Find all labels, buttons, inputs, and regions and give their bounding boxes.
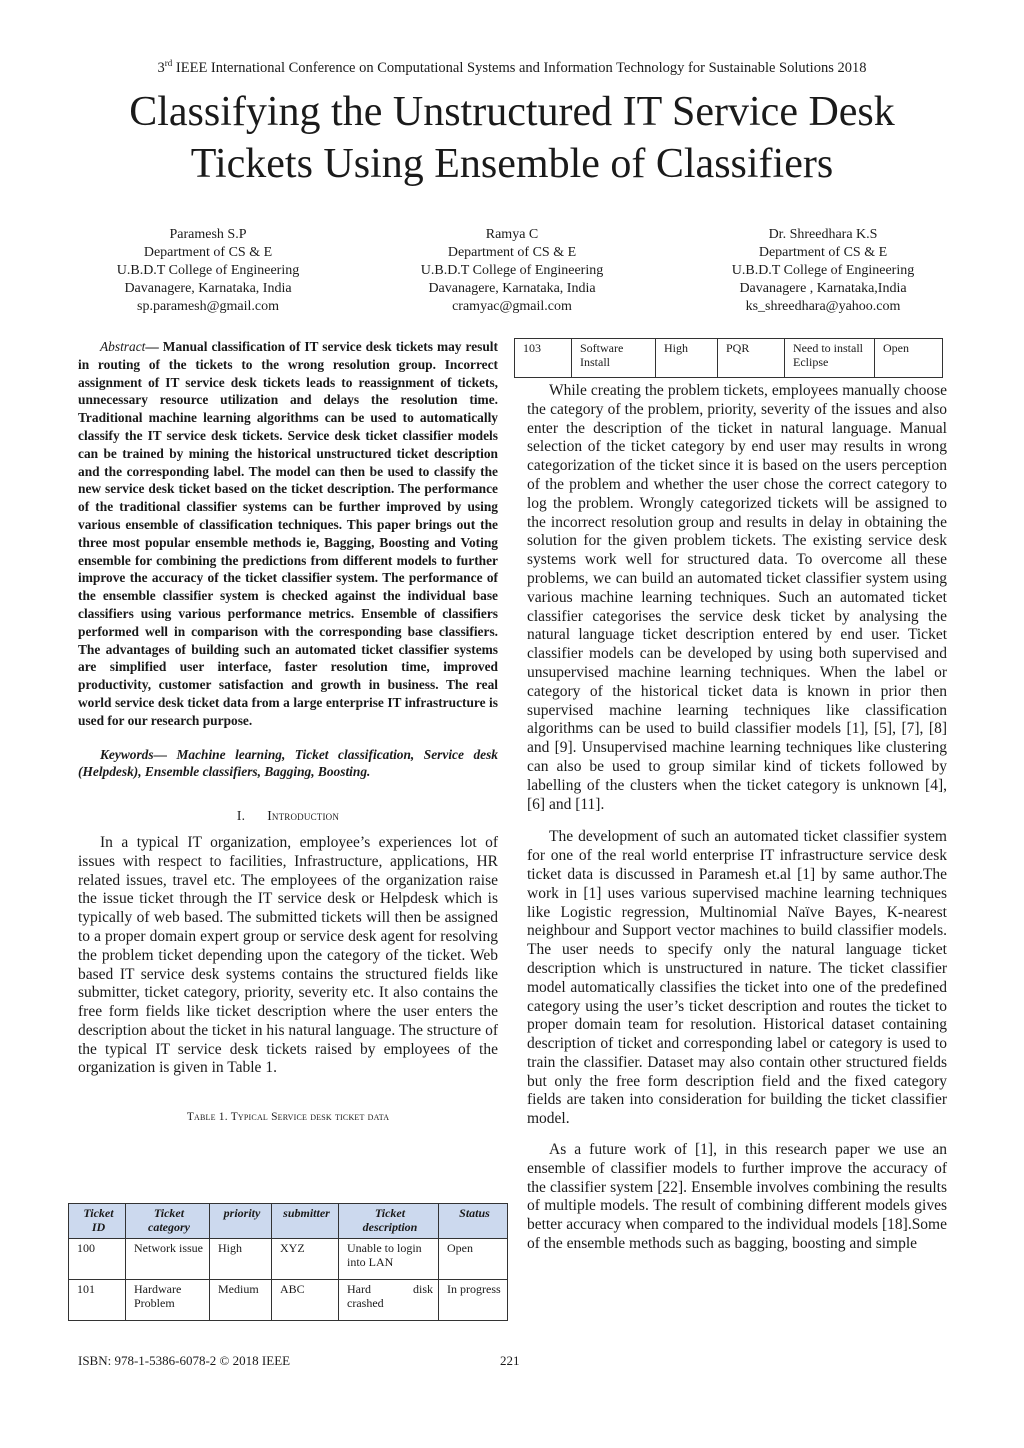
author-3: Dr. Shreedhara K.S Department of CS & E U.B.D.T College of Engineering Davanagere , Karnataka,India ks_shreedhara@yahoo.com [731,227,915,314]
conference-header: 3rd IEEE International Conference on Computational Systems and Information Technology for Sustainable Solutions 2018 [157,58,867,76]
abstract: Abstract— Manual classification of IT service desk tickets may result in routing of the tickets to the wrong resolution group. Incorrect assignment of IT service desk tickets leads to reassignment of tickets, unnecessary resource utilization and delays the resolution time. Traditional machine learning algorithms can be used to automatically classify the IT service desk tickets. Service desk ticket classifier models can be trained by mining the historical unstructured ticket description and the corresponding label. The model can then be used to classify the new service desk ticket based on the ticket description. The performance of the traditional classifier systems can be further improved by using various ensemble of classification techniques. This paper brings out the three most popular ensemble methods ie, Bagging, Boosting and Voting ensemble for combining the predictions from different models to further improve the accuracy of the ticket classifier system. The performance of the ensemble classifier system is checked against the individual base classifiers using various performance metrics. Ensemble of classifiers performed well in comparison with the corresponding base classifiers. The advantages of building such an automated ticket classifier systems are simplified user interface, faster resolution time, improved productivity, customer satisfaction and growth in business. The real world service desk ticket data from a large enterprise IT infrastructure is used for our research purpose. [78,339,498,728]
section-heading-introduction: I. Introduction [236,808,340,824]
author-block [60,226,964,321]
table-row: 103 Software Install High PQR Need to install Eclipse Open [515,339,943,378]
body-paragraph: As a future work of [1], in this research paper we use an ensemble of classifier models to further improve the accuracy of the classifier system [22]. Ensemble involves combining the results of multiple models. The result of combining different models gives better accuracy when compared to the individual models [18].Some of the ensemble methods such as bagging, boosting and simple [527,1141,947,1253]
body-paragraph: While creating the problem tickets, employees manually choose the category of the problem, priority, severity of the issues and also enter the description of the ticket in natural language. Manual selection of the ticket category by end user may results in wrong categorization of the ticket since it is based on the users perception of the problem and whether the user chose the correct category to log the problem. Wrongly categorized tickets will be assigned to the incorrect resolution group and results in delay in obtaining the solution for the given problem tickets. The existing service desk systems work well for structured data. To overcome all these problems, we can build an automated ticket classifier system using various machine learning techniques. Such an automated ticket classifier categorises the service desk ticket by analysing the natural language ticket description entered by end user. Ticket classifier models can be developed by using both supervised and unsupervised machine learning techniques. When the label or category of the historical ticket data is known in prior then supervised machine learning techniques like classification algorithms can be used to build classifier models [1], [5], [7], [8] and [9]. Unsupervised machine learning techniques like clustering can also be used to group similar kind of tickets followed by labelling of the clusters when the ticket category is unknown [4], [6] and [11]. [527,382,947,813]
body-paragraph: The development of such an automated ticket classifier system for one of the real world enterprise IT infrastructure service desk ticket data is discussed in Paramesh et.al [1] by same author.The work in [1] uses various supervised machine learning techniques like Logistic regression, Multinomial Naïve Bayes, K-nearest neighbour and Support vector machines to build classifier models. The user needs to specify only the natural language ticket description which is unstructured in nature. The ticket classifier model automatically classifies the ticket into one of the predefined category using the user’s ticket description and routes the ticket to proper domain team for resolution. Historical dataset containing description of ticket and corresponding label or category is used to train the classifier. Dataset may also contain other structured fields but only the free form description field and the fixed category fields are taken into consideration for building the ticket classifier model. [527,828,947,1128]
table-header-row: Ticket ID Ticket category priority submitter Ticket description Status [69,1204,508,1239]
table-row: 100 Network issue High XYZ Unable to login into LAN Open [69,1239,508,1280]
author-1: Paramesh S.P Department of CS & E U.B.D.T College of Engineering Davanagere, Karnataka, India sp.paramesh@gmail.com [116,227,300,314]
paper-title [60,86,964,190]
left-column [78,338,498,1135]
page-number: 221 [500,1353,520,1368]
title-line-2: Tickets Using Ensemble of Classifiers [190,141,834,187]
title-line-1: Classifying the Unstructured IT Service Desk [129,89,895,135]
ticket-table-continued [514,338,943,378]
keywords: Keywords— Machine learning, Ticket classification, Service desk (Helpdesk), Ensemble classifiers, Bagging, Boosting. [78,746,498,780]
intro-paragraph: In a typical IT organization, employee’s experiences lot of issues with respect to facilities, Infrastructure, applications, HR related issues, travel etc. The employees of the organization raise the issue ticket through the IT service desk or Helpdesk which is typically of web based. The submitted tickets will then be assigned to a proper domain expert group or service desk agent for resolving the problem ticket depending upon the category of the ticket. Web based IT service desk systems contains the structured fields like submitter, ticket category, priority, severity etc. It also contains the free form fields like ticket description where the user enters the description about the ticket in his natural language. The structure of the typical IT service desk tickets raised by employees of the organization is given in Table 1. [78,833,498,1077]
author-2: Ramya C Department of CS & E U.B.D.T College of Engineering Davanagere, Karnataka, India cramyac@gmail.com [420,227,604,314]
table-caption: Table 1. Typical Service desk ticket data [186,1111,390,1124]
isbn-footer: ISBN: 978-1-5386-6078-2 © 2018 IEEE [78,1353,291,1368]
table-row: 101 Hardware Problem Medium ABC Hard disk crashed In progress [69,1280,508,1321]
ticket-table [68,1203,508,1321]
right-column [523,338,947,1254]
